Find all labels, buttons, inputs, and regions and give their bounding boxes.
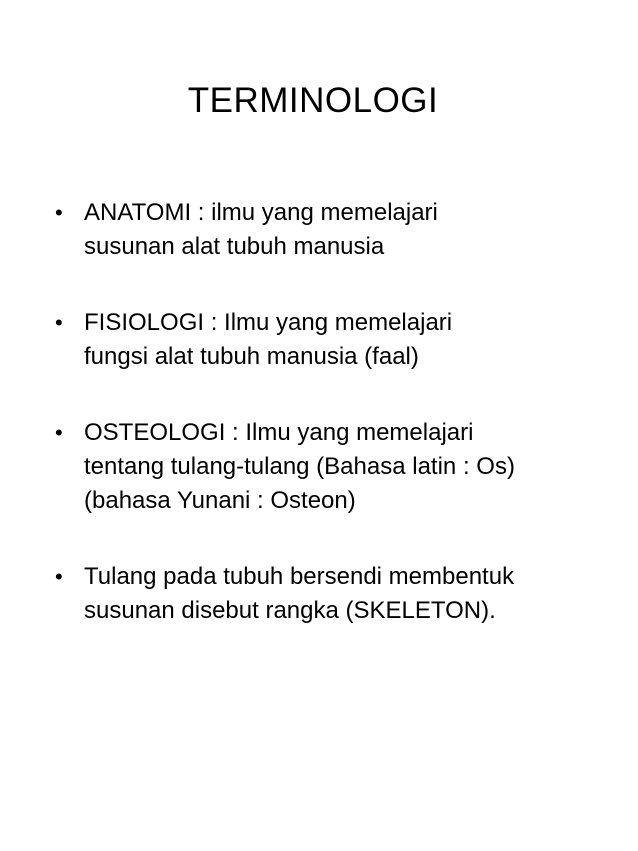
- bullet-item-fisiologi: [0, 306, 638, 374]
- bullet-list: [0, 196, 638, 670]
- bullet-text: ANATOMI : ilmu yang memelajari susunan alat tubuh manusia: [84, 199, 438, 260]
- bullet-text: Tulang pada tubuh bersendi membentuk susunan disebut rangka (SKELETON).: [84, 563, 515, 624]
- slide-title: TERMINOLOGI: [187, 81, 439, 120]
- bullet-icon: •: [55, 200, 63, 225]
- bullet-item-osteologi: [0, 416, 638, 518]
- bullet-icon: •: [55, 420, 63, 445]
- bullet-text: OSTEOLOGI : Ilmu yang memelajari tentang tulang-tulang (Bahasa latin : Os) (bahasa Yunani : Osteon): [84, 419, 515, 514]
- bullet-icon: •: [55, 564, 63, 589]
- bullet-item-tulang: [0, 560, 638, 628]
- bullet-text: FISIOLOGI : Ilmu yang memelajari fungsi alat tubuh manusia (faal): [84, 309, 453, 370]
- bullet-icon: •: [55, 310, 63, 335]
- bullet-item-anatomi: [0, 196, 638, 264]
